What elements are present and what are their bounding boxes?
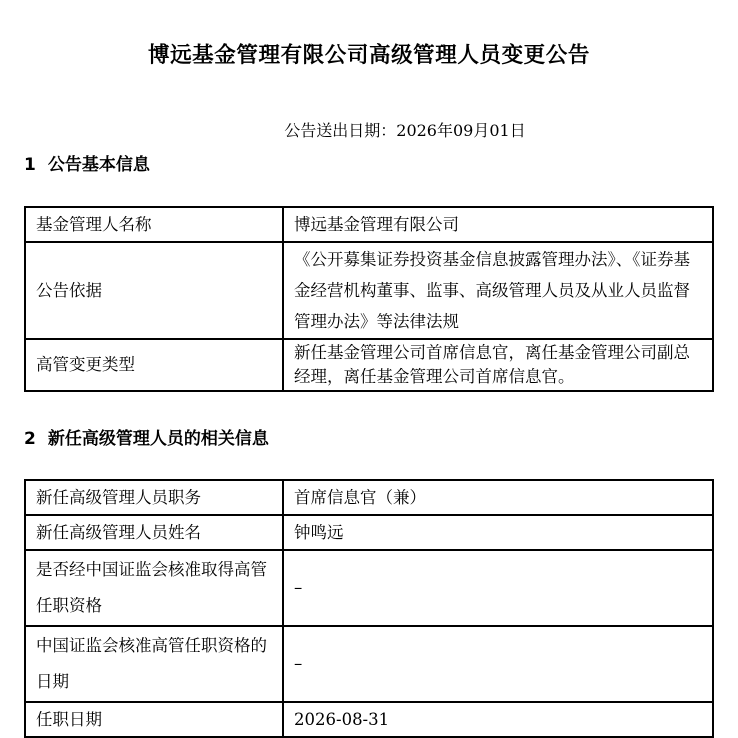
- row-label-fund-manager: 基金管理人名称: [25, 207, 283, 242]
- document-title: 博远基金管理有限公司高级管理人员变更公告: [147, 43, 590, 68]
- table-row: [25, 480, 713, 515]
- table-row: [25, 515, 713, 550]
- section-number: 1: [24, 155, 36, 175]
- table-row: [25, 339, 713, 391]
- row-value-fund-manager: 博远基金管理有限公司: [283, 207, 713, 242]
- row-value-basis: 《公开募集证券投资基金信息披露管理办法》、《证券基金经营机构董事、监事、高级管理人员及从业人员监督管理办法》等法律法规: [283, 242, 713, 339]
- row-label-start-date: 任职日期: [25, 702, 283, 737]
- row-value-start-date: 2026-08-31: [283, 702, 713, 737]
- row-value-change-type: 新任基金管理公司首席信息官，离任基金管理公司副总经理，离任基金管理公司首席信息官。: [283, 339, 713, 391]
- row-value-qualification: –: [283, 550, 713, 626]
- section-title: 公告基本信息: [47, 155, 150, 175]
- basic-info-table: [24, 206, 714, 392]
- row-label-qualification-date: 中国证监会核准高管任职资格的日期: [25, 626, 283, 702]
- section-number: 2: [24, 429, 36, 449]
- row-label-name: 新任高级管理人员姓名: [25, 515, 283, 550]
- section-2-heading: [24, 424, 269, 449]
- section-title: 新任高级管理人员的相关信息: [47, 429, 269, 449]
- row-label-change-type: 高管变更类型: [25, 339, 283, 391]
- announcement-date: 公告送出日期：2026年09月01日: [284, 121, 526, 140]
- new-executive-table: [24, 479, 714, 738]
- table-row: [25, 550, 713, 626]
- row-label-qualification: 是否经中国证监会核准取得高管任职资格: [25, 550, 283, 626]
- section-1-heading: [24, 150, 150, 175]
- table-row: [25, 626, 713, 702]
- table-row: [25, 207, 713, 242]
- table-row: [25, 242, 713, 339]
- row-label-basis: 公告依据: [25, 242, 283, 339]
- row-value-name: 钟鸣远: [283, 515, 713, 550]
- row-label-position: 新任高级管理人员职务: [25, 480, 283, 515]
- row-value-qualification-date: –: [283, 626, 713, 702]
- row-value-position: 首席信息官（兼）: [283, 480, 713, 515]
